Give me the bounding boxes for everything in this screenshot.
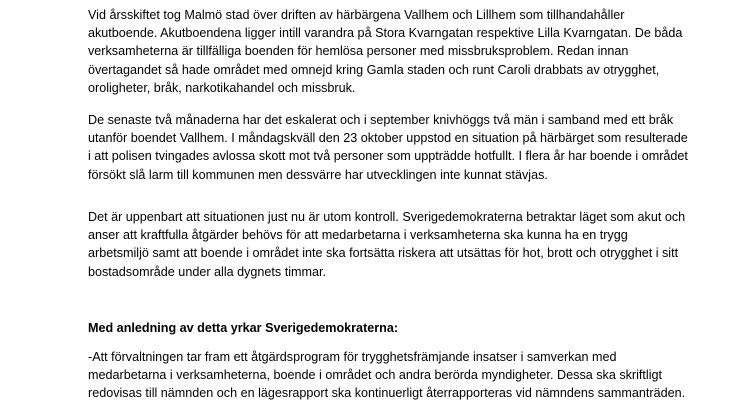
demand-item: -Att förvaltningen tar fram ett åtgärdsprogram för trygghetsfrämjande insatser i samverkan med medarbetarna i verksamheterna, boende i området och andra berörda myndigheter. Dessa ska skriftligt redovisas till nämnden och en lägesrapport ska kontinuerligt återrapporteras vid nämndens sammanträden. [88,350,686,401]
paragraph-escalation: De senaste två månaderna har det eskalerat och i september knivhöggs två män i samband med ett bråk utanför boendet Vallhem. I måndagskväll den 23 oktober uppstod en situation på härbärget som resulterade i att polisen tvingades avlossa skott mot två personer som uppträdde hotfullt. I flera år har boende i området försökt slå larm till kommunen men dessvärre har utvecklingen inte kunnat stävjas. [88,113,688,182]
demands-heading: Med anledning av detta yrkar Sverigedemokraterna: [88,321,399,335]
paragraph-assessment: Det är uppenbart att situationen just nu är utom kontroll. Sverigedemokraterna betraktar läget som akut och anser att kraftfulla åtgärder behövs för att medarbetarna i verksamheterna ska kunna ha en trygg arbetsmiljö samt att boende i området inte ska fortsätta riskera att utsättas för hot, brott och otrygghet i sitt bostadsområde under alla dygnets timmar. [88,210,686,279]
paragraph-background: Vid årsskiftet tog Malmö stad över driften av härbärgena Vallhem och Lillhem som tillhandahåller akutboende. Akutboendena ligger intill varandra på Stora Kvarngatan respektive Lilla Kvarngatan. De båda verksamheterna är tillfälliga boenden för hemlösa personer med missbruksproblem. Redan innan övertagandet så hade området med omnejd kring Gamla staden och runt Caroli drabbats av otrygghet, oroligheter, bråk, narkotikahandel och missbruk. [88,8,683,95]
